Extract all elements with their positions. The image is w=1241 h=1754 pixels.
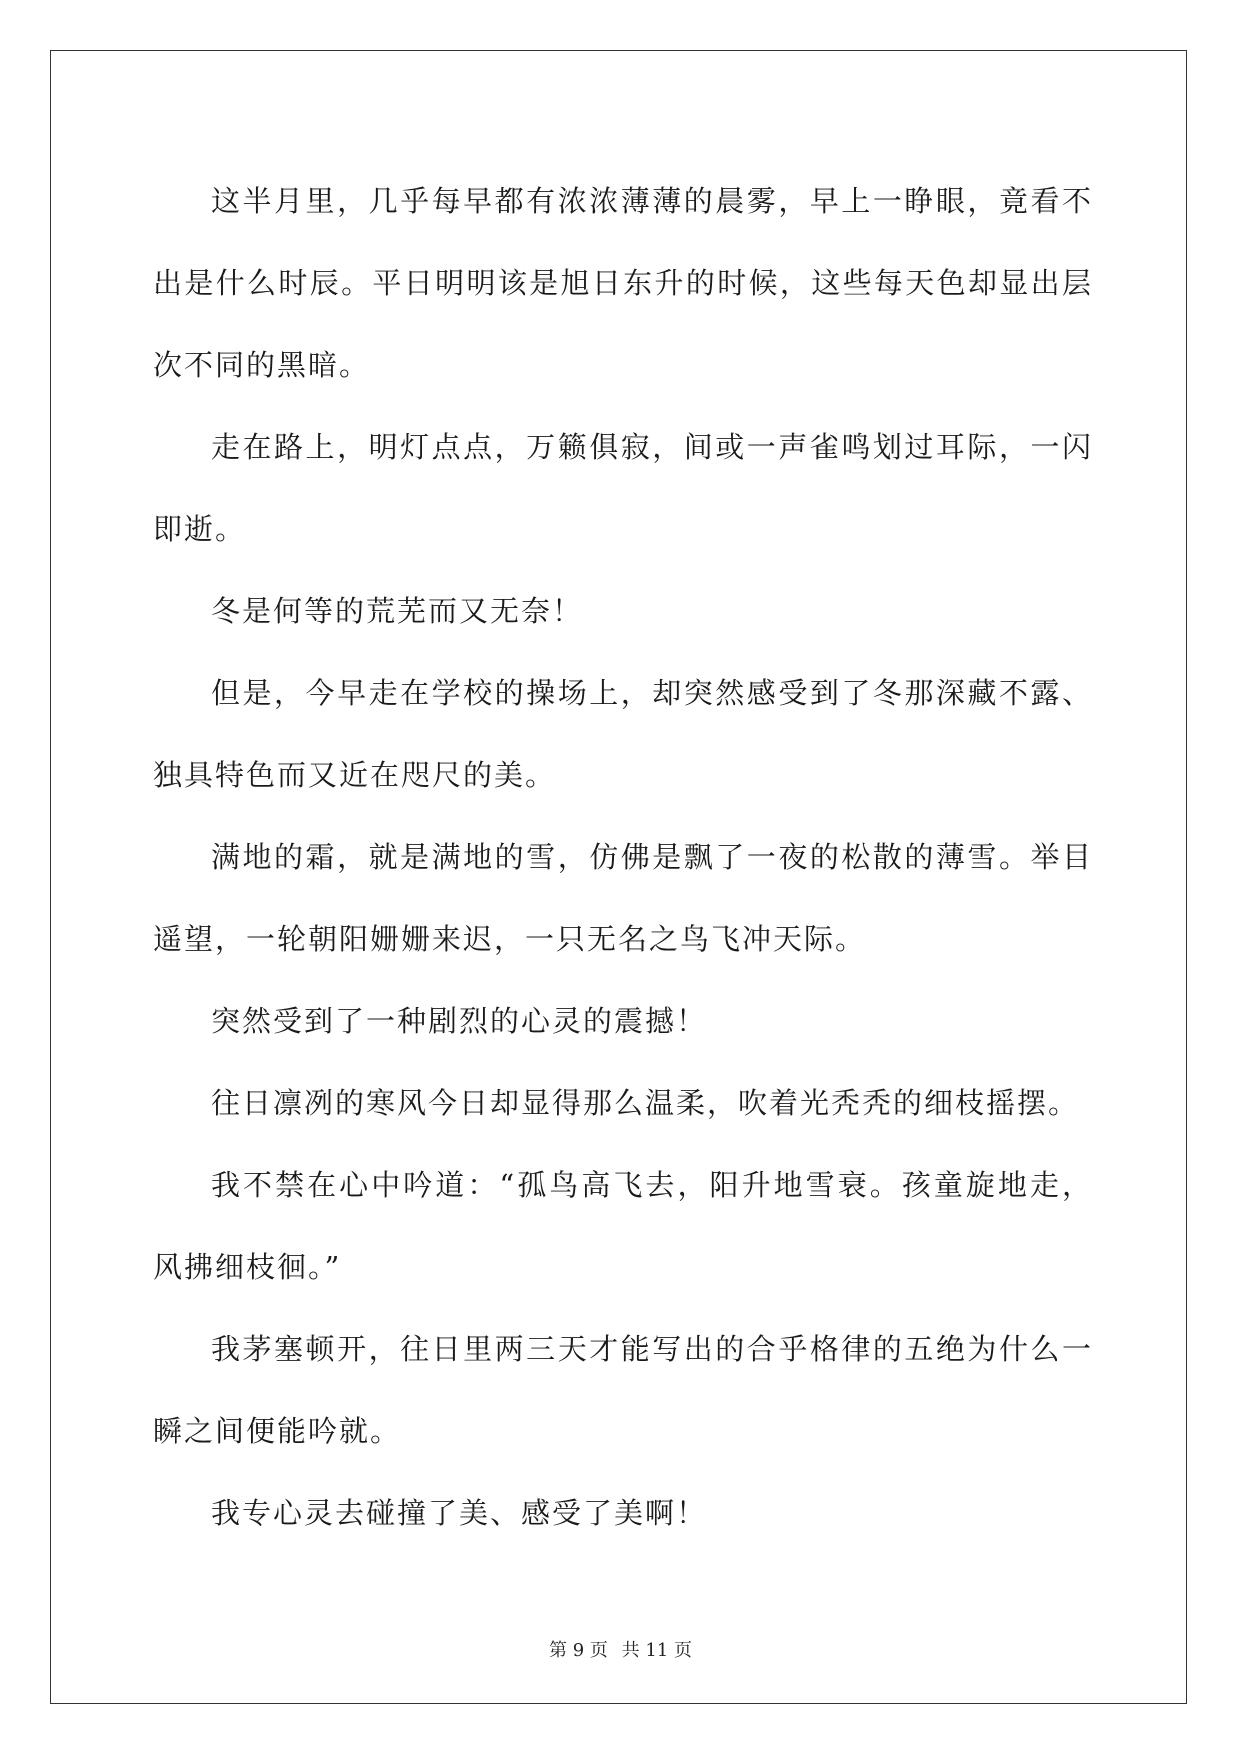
page-footer bbox=[0, 1636, 1241, 1662]
paragraph: 我不禁在心中吟道：“孤鸟高飞去，阳升地雪衰。孩童旋地走，风拂细枝徊。” bbox=[153, 1168, 1093, 1284]
page-total: 共 11 页 bbox=[621, 1640, 692, 1661]
paragraph: 走在路上，明灯点点，万籁俱寂，间或一声雀鸣划过耳际，一闪即逝。 bbox=[153, 430, 1093, 546]
paragraph: 往日凛冽的寒风今日却显得那么温柔，吹着光秃秃的细枝摇摆。 bbox=[211, 1086, 1080, 1120]
paragraph: 突然受到了一种剧烈的心灵的震撼！ bbox=[211, 1004, 708, 1038]
paragraph: 冬是何等的荒芜而又无奈！ bbox=[211, 594, 584, 628]
paragraph: 但是，今早走在学校的操场上，却突然感受到了冬那深藏不露、独具特色而又近在咫尺的美。 bbox=[153, 676, 1093, 792]
page-number: 第 9 页 bbox=[549, 1640, 608, 1661]
paragraph: 满地的霜，就是满地的雪，仿佛是飘了一夜的松散的薄雪。举目遥望，一轮朝阳姗姗来迟，一只无名之鸟飞冲天际。 bbox=[153, 840, 1093, 956]
paragraph: 这半月里，几乎每早都有浓浓薄薄的晨雾，早上一睁眼，竟看不出是什么时辰。平日明明该是旭日东升的时候，这些每天色却显出层次不同的黑暗。 bbox=[153, 184, 1093, 382]
paragraph: 我专心灵去碰撞了美、感受了美啊！ bbox=[211, 1496, 708, 1530]
paragraph: 我茅塞顿开，往日里两三天才能写出的合乎格律的五绝为什么一瞬之间便能吟就。 bbox=[153, 1332, 1093, 1448]
document-body bbox=[153, 160, 1093, 1554]
